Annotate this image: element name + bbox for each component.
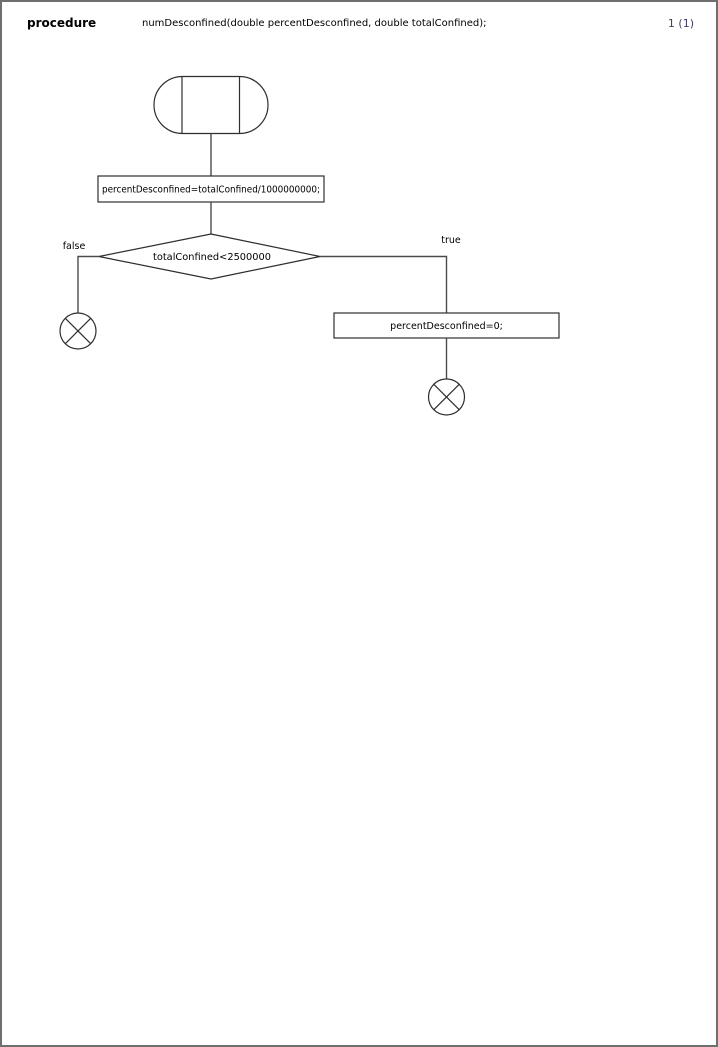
task-box-2 [334, 313, 559, 338]
task-box-1 [98, 176, 324, 202]
task1-text: percentDesconfined=totalConfined/1000000000; [102, 184, 320, 196]
flowchart-canvas [2, 2, 716, 1045]
false-branch-label: false [62, 241, 86, 252]
procedure-keyword: procedure [27, 16, 97, 30]
procedure-signature: numDesconfined(double percentDesconfined, double totalConfined); [142, 18, 487, 29]
return-icon [429, 379, 465, 415]
page-number: 1 (1) [667, 17, 694, 30]
decision-text: totalConfined<2500000 [153, 252, 271, 263]
start-stadium-shape [154, 77, 268, 134]
decision-diamond [99, 234, 320, 279]
connector-false-branch [78, 257, 99, 314]
true-branch-label: true [441, 235, 461, 246]
task2-text: percentDesconfined=0; [390, 321, 503, 332]
connector-true-branch [320, 257, 447, 314]
return-icon [60, 313, 96, 349]
procedure-start-symbol [154, 77, 268, 134]
